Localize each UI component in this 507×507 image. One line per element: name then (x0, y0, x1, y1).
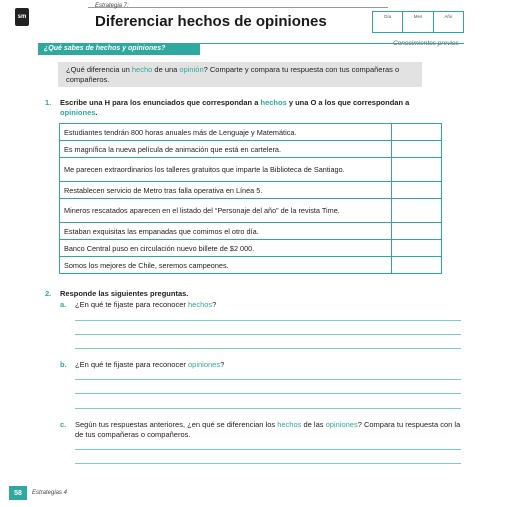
instruction-text: Escribe una H para los enunciados que correspondan a (60, 98, 261, 107)
date-year-field[interactable]: Año (444, 14, 453, 19)
answer-line[interactable] (75, 379, 461, 380)
instruction-text: y una O a los que correspondan a (286, 98, 410, 107)
keyword-opiniones: opiniones (325, 420, 358, 429)
answer-line[interactable] (75, 449, 461, 450)
table-row (60, 257, 442, 274)
date-day-field[interactable]: Día (373, 12, 403, 32)
question-text: ? (212, 300, 217, 309)
question-a-text (75, 300, 216, 310)
instruction-text: . (95, 108, 98, 117)
answer-cell[interactable] (392, 141, 442, 158)
table-row (60, 141, 442, 158)
publisher-logo: sm (15, 8, 29, 26)
question-text: ? Compara tu respuesta con la de tus compañeras o compañeros. (75, 420, 461, 439)
statement-cell: Es magnífica la nueva película de animación que está en cartelera. (60, 141, 392, 158)
question-a-letter: a. (60, 300, 67, 309)
keyword-hechos: hechos (187, 300, 213, 309)
header-divider (88, 7, 388, 8)
table-row (60, 199, 442, 223)
answer-cell[interactable] (392, 223, 442, 240)
question-c-letter: c. (60, 420, 67, 429)
date-month-field[interactable]: Mes (403, 12, 433, 32)
question-text: ¿En qué te fijaste para reconocer (75, 360, 188, 369)
strategy-label: Estrategia 7: (95, 3, 129, 9)
statement-cell: Estudiantes tendrán 800 horas anuales más de Lenguaje y Matemática. (60, 124, 392, 141)
section-tag: ¿Qué sabes de hechos y opiniones? (38, 43, 200, 55)
answer-cell[interactable] (392, 124, 442, 141)
question-c-text (75, 420, 467, 440)
question-b-text (75, 360, 224, 370)
table-row (60, 158, 442, 182)
question-text: de una (152, 65, 180, 74)
answer-line[interactable] (75, 320, 461, 321)
keyword-hechos: hechos (277, 420, 302, 429)
item-2-number: 2. (45, 289, 52, 298)
table-row (60, 182, 442, 199)
answer-line[interactable] (75, 393, 461, 394)
table-row (60, 223, 442, 240)
question-text: ? Comparte y compara tu respuesta con tus compañeras o compañeros. (66, 65, 400, 84)
statements-table (59, 123, 442, 274)
keyword-hecho: hecho (131, 65, 153, 74)
keyword-opiniones: opiniones (60, 108, 96, 117)
answer-line[interactable] (75, 463, 461, 464)
answer-line[interactable] (75, 334, 461, 335)
footer-book-title: Estrategias 4 (32, 490, 68, 496)
statement-cell: Somos los mejores de Chile, seremos campeones. (60, 257, 392, 274)
answer-cell[interactable] (392, 158, 442, 182)
answer-cell[interactable] (392, 240, 442, 257)
item-1-number: 1. (45, 98, 52, 107)
question-text: ? (220, 360, 225, 369)
statement-cell: Restablecen servicio de Metro tras falla operativa en Línea 5. (60, 182, 392, 199)
answer-cell[interactable] (392, 182, 442, 199)
table-row (60, 240, 442, 257)
date-box (372, 11, 464, 33)
keyword-opinion: opinión (179, 65, 204, 74)
answer-line[interactable] (75, 408, 461, 409)
keyword-opiniones: opiniones (187, 360, 221, 369)
statement-cell: Mineros rescatados aparecen en el listado del “Personaje del año” de la revista Time. (60, 199, 392, 223)
answer-cell[interactable] (392, 199, 442, 223)
keyword-hechos: hechos (260, 98, 287, 107)
item-1-instruction (60, 98, 430, 118)
statement-cell: Estaban exquisitas las empanadas que comimos el otro día. (60, 223, 392, 240)
answer-line[interactable] (75, 348, 461, 349)
answer-cell[interactable] (392, 257, 442, 274)
question-text: ¿Qué diferencia un (66, 65, 132, 74)
table-row (60, 124, 442, 141)
question-text: ¿En qué te fijaste para reconocer (75, 300, 188, 309)
prior-knowledge-question (58, 62, 422, 87)
statement-cell: Me parecen extraordinarios los talleres gratuitos que imparte la Biblioteca de Santiago. (60, 158, 392, 182)
question-text: de las (301, 420, 326, 429)
question-b-letter: b. (60, 360, 67, 369)
page-number: 58 (9, 486, 27, 500)
question-text: Según tus respuestas anteriores, ¿en qué se diferencian los (75, 420, 278, 429)
item-2-instruction: Responde las siguientes preguntas. (60, 289, 189, 298)
page-title: Diferenciar hechos de opiniones (95, 13, 327, 30)
statement-cell: Banco Central puso en circulación nuevo billete de $2 000. (60, 240, 392, 257)
